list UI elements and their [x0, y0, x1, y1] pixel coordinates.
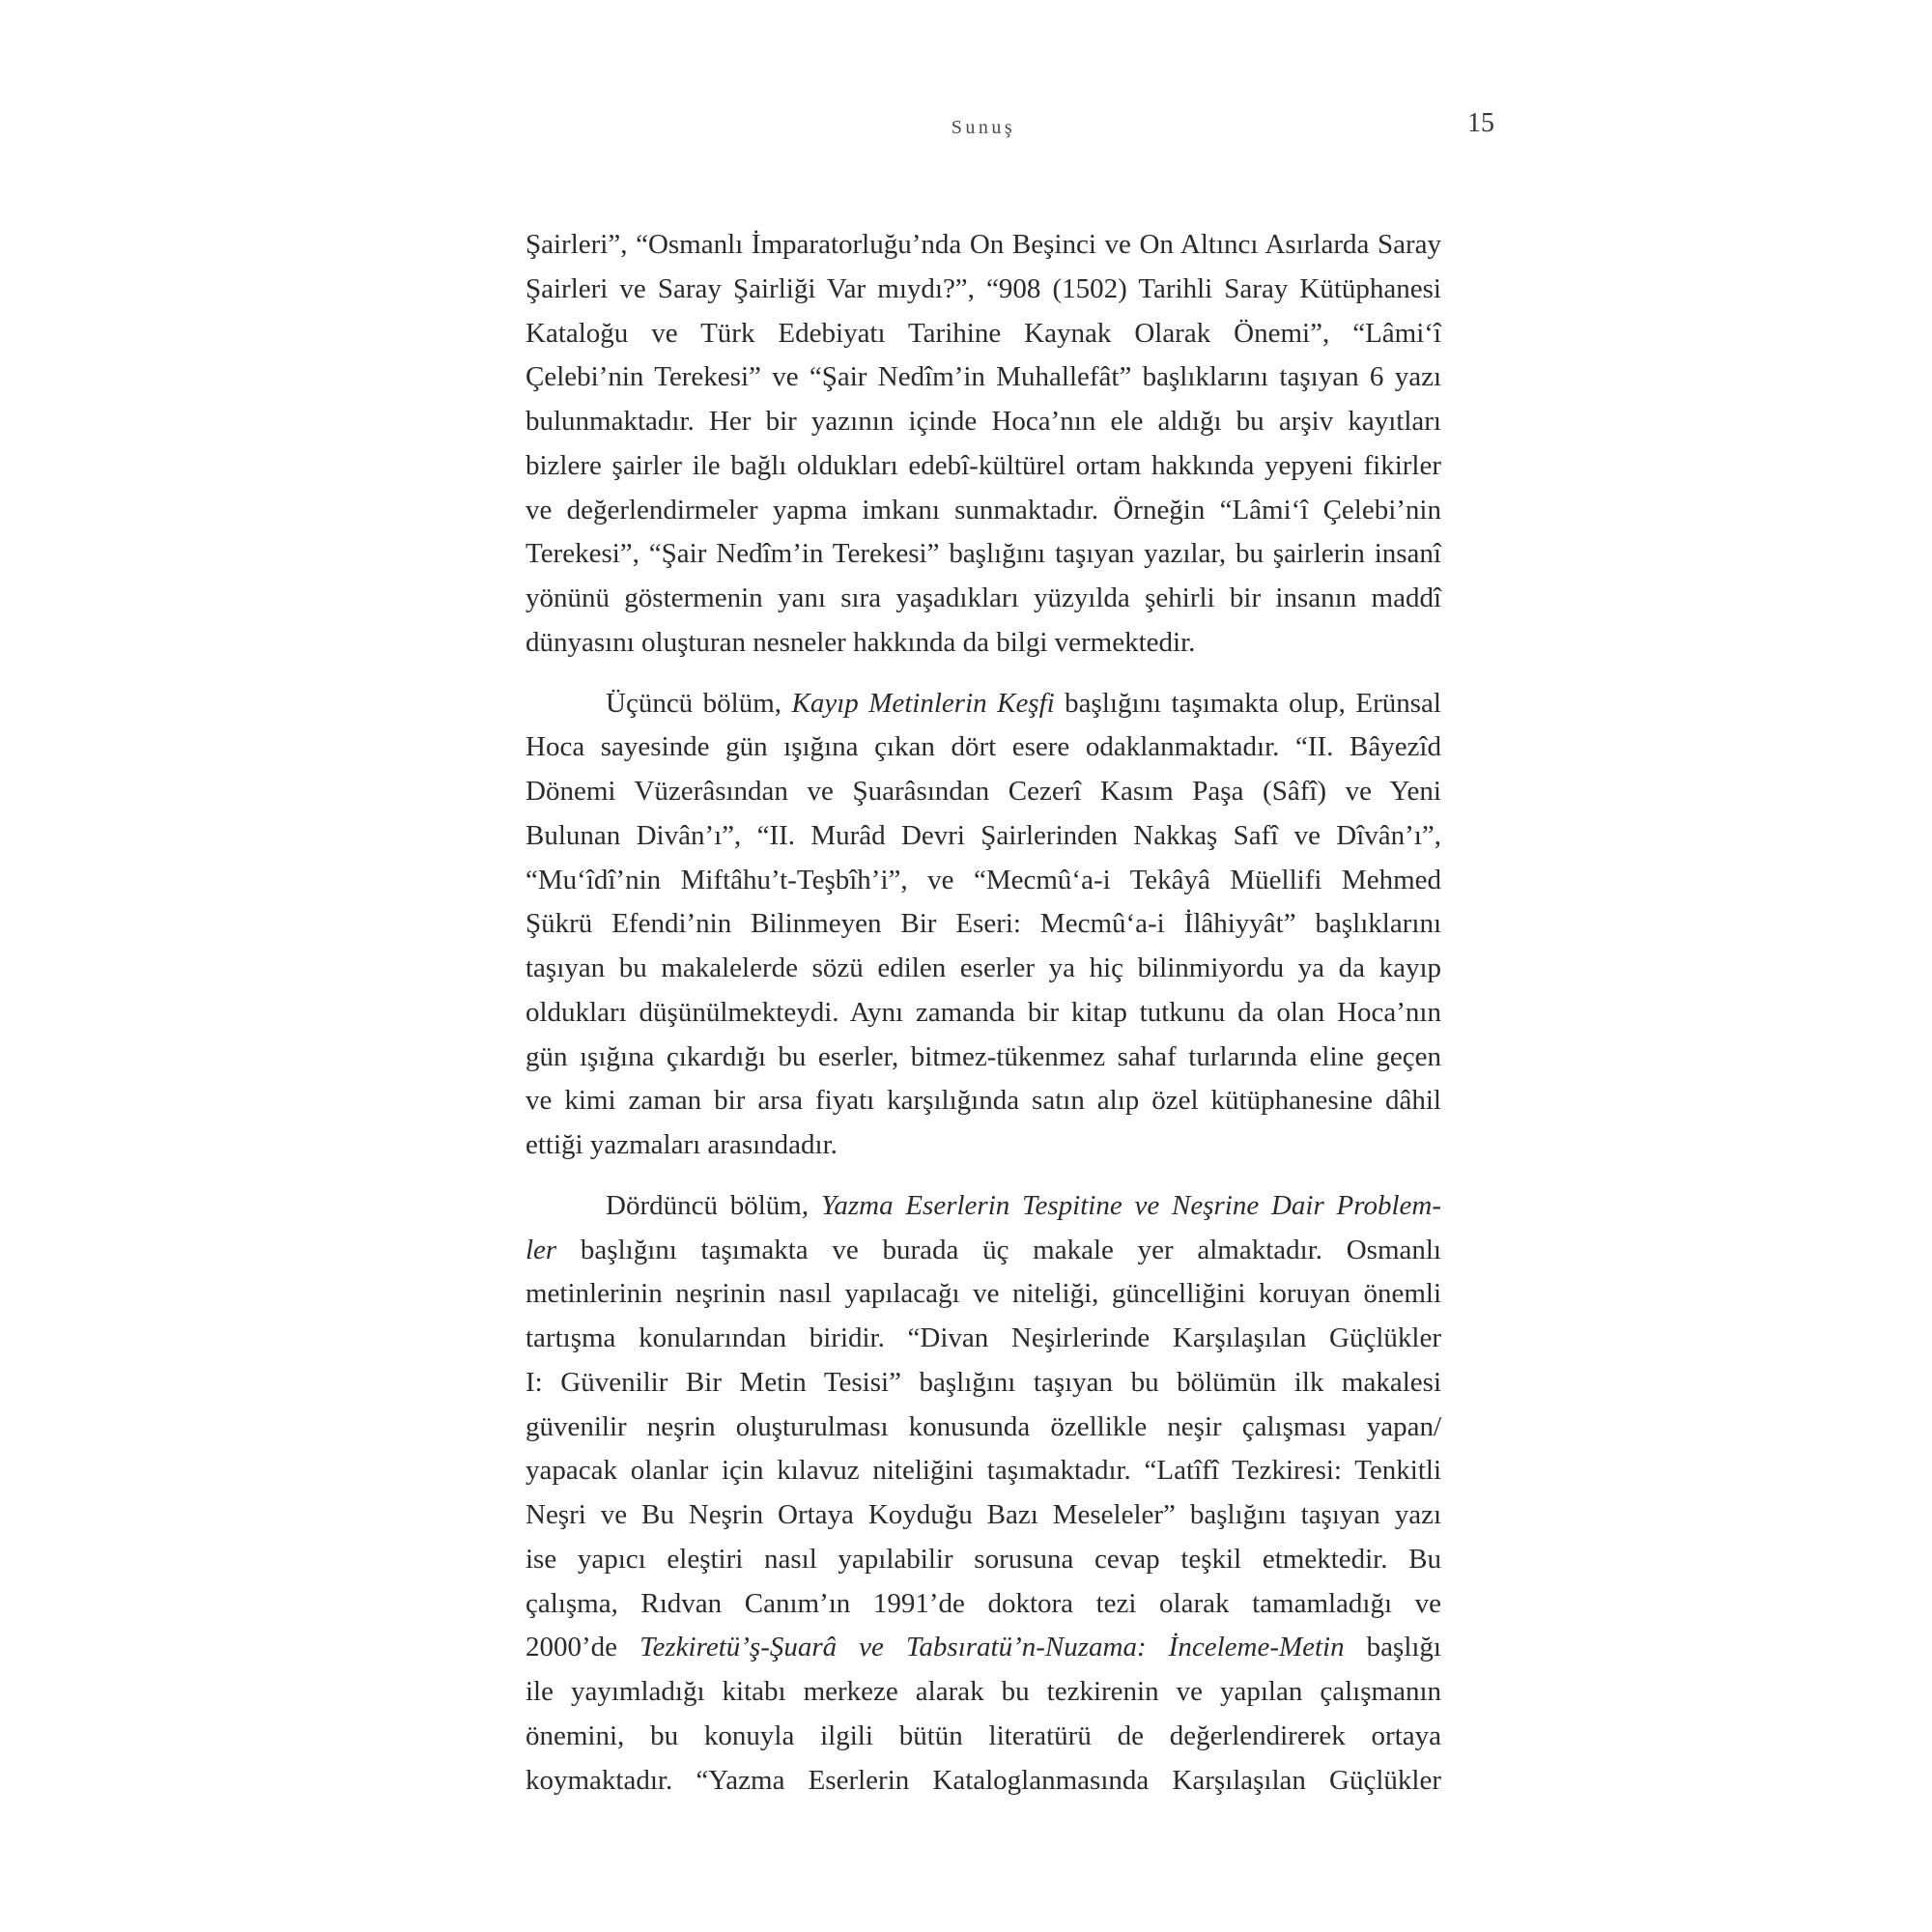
text-line	[526, 1670, 1441, 1715]
italic-title: ler	[526, 1234, 557, 1265]
text-line	[526, 355, 1441, 400]
text-run: 2000’de	[526, 1632, 640, 1663]
line-text: ise yapıcı eleştiri nasıl yapılabilir sorusuna cevap teşkil etmektedir. Bu	[526, 1543, 1441, 1575]
text-run: başlığı	[1344, 1632, 1441, 1663]
text-line	[526, 489, 1441, 533]
text-line	[526, 770, 1441, 814]
line-text	[606, 688, 1441, 719]
text-line	[526, 859, 1441, 903]
text-run: Dördüncü bölüm,	[606, 1189, 821, 1221]
text-line	[526, 947, 1441, 991]
line-text: ve kimi zaman bir arsa fiyatı karşılığında satın alıp özel kütüphanesine dâhil	[526, 1085, 1441, 1117]
line-text: Neşri ve Bu Neşrin Ortaya Koyduğu Bazı Meseleler” başlığını taşıyan yazı	[526, 1499, 1441, 1530]
text-line	[526, 223, 1441, 268]
text-line	[526, 312, 1441, 356]
text-line	[526, 268, 1441, 312]
text-line	[526, 1361, 1441, 1406]
line-text	[526, 1632, 1441, 1662]
text-line	[526, 1493, 1441, 1538]
text-line	[526, 1036, 1441, 1080]
text-run: başlığını taşımakta ve burada üç makale yer almaktadır. Osmanlı	[556, 1234, 1441, 1265]
text-run: Üçüncü bölüm,	[606, 687, 792, 719]
text-line	[526, 682, 1441, 726]
paragraph	[526, 1184, 1441, 1804]
text-line	[526, 621, 1441, 666]
line-text: tartışma konularından biridir. “Divan Neşirlerinde Karşılaşılan Güçlükler	[526, 1322, 1441, 1353]
line-text: Terekesi”, “Şair Nedîm’in Terekesi” başlığını taşıyan yazılar, bu şairlerin insanî	[526, 538, 1441, 570]
line-text	[526, 1235, 1441, 1265]
text-line	[526, 814, 1441, 859]
line-text: çalışma, Rıdvan Canım’ın 1991’de doktora tezi olarak tamamladığı ve	[526, 1587, 1441, 1619]
text-line	[526, 1715, 1441, 1759]
line-text: I: Güvenilir Bir Metin Tesisi” başlığını taşıyan bu bölümün ilk makalesi	[526, 1366, 1441, 1398]
line-text: yapacak olanlar için kılavuz niteliğini taşımaktadır. “Latîfî Tezkiresi: Tenkitli	[526, 1455, 1441, 1487]
line-text: bulunmaktadır. Her bir yazının içinde Hoca’nın ele aldığı bu arşiv kayıtları	[526, 406, 1441, 437]
text-line	[526, 991, 1441, 1036]
italic-title: Yazma Eserlerin Tespitine ve Neşrine Dair Problem-	[820, 1189, 1441, 1221]
body-text	[526, 223, 1441, 1803]
text-line	[526, 400, 1441, 444]
line-text: Şükrü Efendi’nin Bilinmeyen Bir Eseri: Mecmû‘a-i İlâhiyyât” başlıklarını	[526, 908, 1441, 940]
text-line	[526, 1582, 1441, 1627]
line-text: güvenilir neşrin oluşturulması konusunda özellikle neşir çalışması yapan/	[526, 1410, 1441, 1442]
text-line	[526, 1229, 1441, 1273]
line-text: Çelebi’nin Terekesi” ve “Şair Nedîm’in Muhallefât” başlıklarını taşıyan 6 yazı	[526, 361, 1441, 393]
text-line	[526, 532, 1441, 577]
text-line	[526, 902, 1441, 947]
text-line	[526, 1449, 1441, 1493]
line-text: “Mu‘îdî’nin Miftâhu’t-Teşbîh’i”, ve “Mecmû‘a-i Tekâyâ Müellifi Mehmed	[526, 864, 1441, 895]
line-text: bizlere şairler ile bağlı oldukları edebî-kültürel ortam hakkında yepyeni fikirler	[526, 449, 1441, 481]
line-text: Hoca sayesinde gün ışığına çıkan dört esere odaklanmaktadır. “II. Bâyezîd	[526, 731, 1441, 763]
text-line	[526, 1406, 1441, 1450]
line-text: önemini, bu konuyla ilgili bütün literatürü de değerlendirerek ortaya	[526, 1719, 1441, 1751]
line-text: Kataloğu ve Türk Edebiyatı Tarihine Kaynak Olarak Önemi”, “Lâmi‘î	[526, 317, 1441, 349]
text-line	[526, 1272, 1441, 1317]
line-text: yönünü göstermenin yanı sıra yaşadıkları yüzyılda şehirli bir insanın maddî	[526, 582, 1441, 613]
line-text: Şairleri”, “Osmanlı İmparatorluğu’nda On Beşinci ve On Altıncı Asırlarda Saray	[526, 229, 1441, 260]
paragraph	[526, 682, 1441, 1168]
line-text: taşıyan bu makalelerde sözü edilen eserler ya hiç bilinmiyordu ya da kayıp	[526, 952, 1441, 983]
text-line	[526, 1079, 1441, 1123]
line-text: gün ışığına çıkardığı bu eserler, bitmez-tükenmez sahaf turlarında eline geçen	[526, 1040, 1441, 1072]
line-text: ettiği yazmaları arasındadır.	[526, 1129, 838, 1160]
text-run: başlığını taşımakta olup, Erünsal	[1054, 687, 1441, 719]
line-text: koymaktadır. “Yazma Eserlerin Kataloglanmasında Karşılaşılan Güçlükler	[526, 1764, 1441, 1796]
line-text: Dönemi Vüzerâsından ve Şuarâsından Cezerî Kasım Paşa (Sâfî) ve Yeni	[526, 776, 1441, 807]
text-line	[526, 444, 1441, 489]
text-line	[526, 577, 1441, 621]
line-text: dünyasını oluşturan nesneler hakkında da bilgi vermektedir.	[526, 626, 1196, 658]
paragraph	[526, 223, 1441, 666]
text-line	[526, 725, 1441, 770]
line-text: ile yayımladığı kitabı merkeze alarak bu tezkirenin ve yapılan çalışmanın	[526, 1676, 1441, 1707]
text-line	[526, 1626, 1441, 1670]
text-line	[526, 1538, 1441, 1582]
running-title: Sunuş	[951, 117, 1016, 138]
text-line	[526, 1759, 1441, 1804]
text-line	[526, 1317, 1441, 1361]
line-text: Bulunan Divân’ı”, “II. Murâd Devri Şairlerinden Nakkaş Safî ve Dîvân’ı”,	[526, 819, 1441, 851]
text-line	[526, 1184, 1441, 1229]
line-text: metinlerinin neşrinin nasıl yapılacağı ve niteliği, güncelliğini koruyan önemli	[526, 1278, 1441, 1310]
line-text: Şairleri ve Saray Şairliği Var mıydı?”, “908 (1502) Tarihli Saray Kütüphanesi	[526, 272, 1441, 304]
text-line	[526, 1123, 1441, 1168]
italic-title: Kayıp Metinlerin Keşfi	[791, 687, 1055, 719]
italic-title: Tezkiretü’ş-Şuarâ ve Tabsıratü’n-Nuzama: İnceleme-Metin	[639, 1632, 1345, 1663]
page-number: 15	[1467, 108, 1494, 138]
line-text: oldukları düşünülmekteydi. Aynı zamanda bir kitap tutkunu da olan Hoca’nın	[526, 996, 1441, 1028]
line-text: ve değerlendirmeler yapma imkanı sunmaktadır. Örneğin “Lâmi‘î Çelebi’nin	[526, 494, 1441, 526]
line-text	[606, 1190, 1441, 1221]
